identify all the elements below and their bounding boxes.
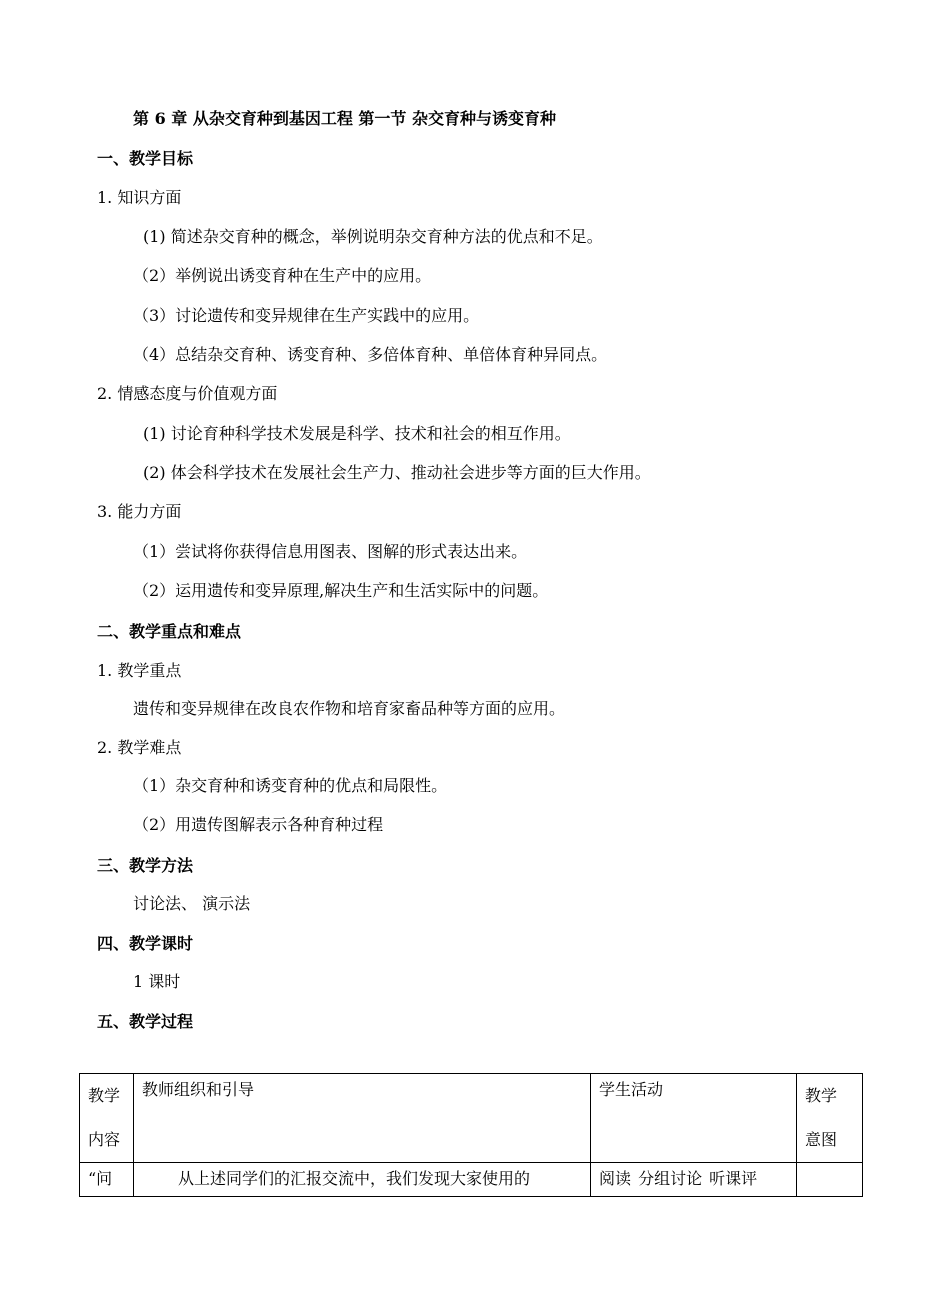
attitude-item: (1) 讨论育种科学技术发展是科学、技术和社会的相互作用。	[143, 424, 571, 443]
methods-text: 讨论法、 演示法	[133, 894, 251, 913]
table-cell: 阅读 分组讨论 听课评	[591, 1163, 797, 1197]
table-cell: 从上述同学们的汇报交流中，我们发现大家使用的	[134, 1163, 591, 1197]
section-1-heading: 一、教学目标	[97, 149, 194, 168]
header-cell-teacher: 教师组织和引导	[134, 1074, 591, 1163]
table-header-row	[80, 1074, 863, 1163]
ability-item: （1）尝试将你获得信息用图表、图解的形式表达出来。	[133, 542, 528, 561]
key-points-text: 遗传和变异规律在改良农作物和培育家畜品种等方面的应用。	[133, 699, 566, 718]
subsection-ability-heading: 3. 能力方面	[97, 502, 182, 521]
difficulty-item: （2）用遗传图解表示各种育种过程	[133, 815, 384, 834]
section-5-heading: 五、教学过程	[97, 1012, 194, 1031]
key-points-heading: 1. 教学重点	[97, 661, 182, 680]
knowledge-item: （3）讨论遗传和变异规律在生产实践中的应用。	[133, 306, 480, 325]
table-cell	[797, 1163, 863, 1197]
section-4-heading: 四、教学课时	[97, 934, 194, 953]
header-cell-student: 学生活动	[591, 1074, 797, 1163]
subsection-attitude-heading: 2. 情感态度与价值观方面	[97, 384, 278, 403]
knowledge-item: （2）举例说出诱变育种在生产中的应用。	[133, 266, 432, 285]
knowledge-item: （4）总结杂交育种、诱变育种、多倍体育种、单倍体育种异同点。	[133, 345, 608, 364]
difficulty-item: （1）杂交育种和诱变育种的优点和局限性。	[133, 776, 448, 795]
section-3-heading: 三、教学方法	[97, 856, 194, 875]
difficulties-heading: 2. 教学难点	[97, 738, 182, 757]
header-cell-content: 教学 内容	[80, 1074, 134, 1163]
ability-item: （2）运用遗传和变异原理,解决生产和生活实际中的问题。	[133, 581, 549, 600]
teaching-process-table	[79, 1073, 863, 1197]
table-cell: “问	[80, 1163, 134, 1197]
section-2-heading: 二、教学重点和难点	[97, 622, 242, 641]
attitude-item: (2) 体会科学技术在发展社会生产力、推动社会进步等方面的巨大作用。	[143, 463, 651, 482]
hours-text: 1 课时	[133, 972, 181, 991]
page-title: 第 6 章 从杂交育种到基因工程 第一节 杂交育种与诱变育种	[133, 109, 556, 128]
subsection-knowledge-heading: 1. 知识方面	[97, 188, 182, 207]
table-row	[80, 1163, 863, 1197]
knowledge-item: (1) 简述杂交育种的概念，举例说明杂交育种方法的优点和不足。	[143, 227, 603, 246]
header-cell-intent: 教学 意图	[797, 1074, 863, 1163]
